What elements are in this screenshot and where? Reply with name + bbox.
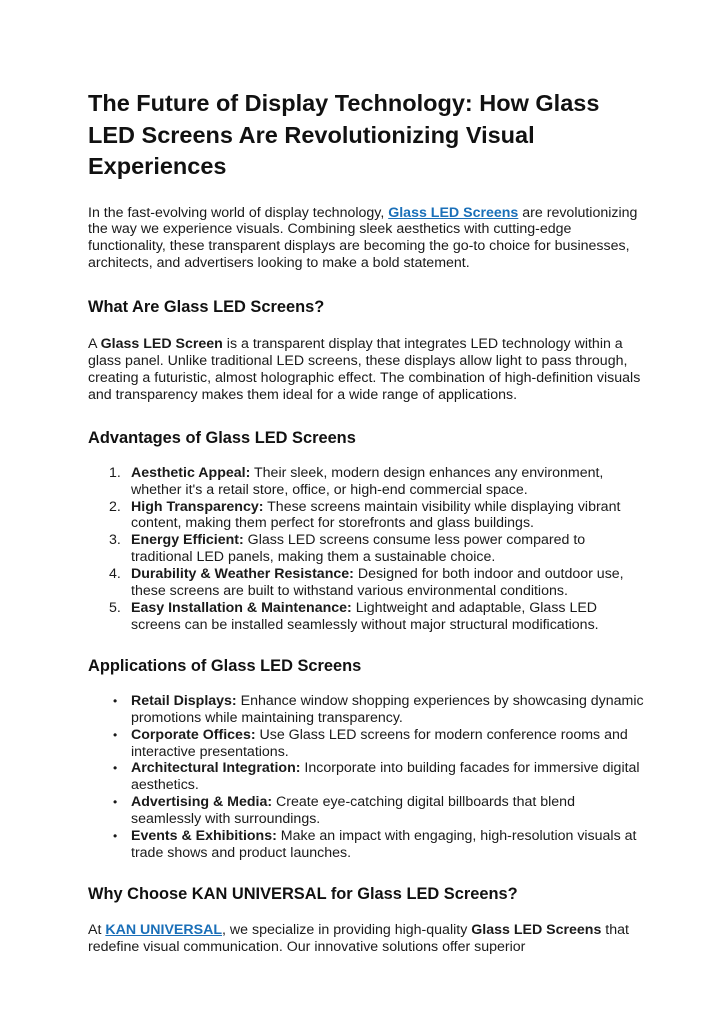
page-title: The Future of Display Technology: How Glass LED Screens Are Revolutionizing Visual Experiences <box>88 90 600 179</box>
bullet-icon: • <box>113 727 118 742</box>
list-item <box>88 465 648 499</box>
list-item-text: Incorporate into building facades for immersive digital aesthetics. <box>131 760 640 794</box>
bullet-icon: • <box>113 761 118 776</box>
list-item-text: Create eye-catching digital billboards that blend seamlessly with surroundings. <box>131 794 575 828</box>
list-number: 4. <box>109 566 121 583</box>
intro-paragraph <box>88 205 648 273</box>
list-item <box>88 532 648 566</box>
list-item-term: Durability & Weather Resistance: <box>131 566 354 583</box>
section-heading-advantages: Advantages of Glass LED Screens <box>88 428 356 447</box>
intro-text-after: are revolutionizing the way we experience visuals. Combining sleek aesthetics with cutting-edge functionality, these transparent displays are becoming the go-to choice for businesses, architects, and advertisers looking to make a bold statement. <box>88 204 638 272</box>
list-item-text: Designed for both indoor and outdoor use, these screens are built to withstand various environmental conditions. <box>131 566 624 600</box>
list-item-term: Energy Efficient: <box>131 532 244 549</box>
list-item-text: Glass LED screens consume less power compared to traditional LED panels, making them a sustainable choice. <box>131 532 586 566</box>
article <box>88 88 648 956</box>
list-item-text: Use Glass LED screens for modern conference rooms and interactive presentations. <box>131 726 628 760</box>
section-heading-what: What Are Glass LED Screens? <box>88 298 325 317</box>
list-item-term: Events & Exhibitions: <box>131 828 277 845</box>
list-item-text: Enhance window shopping experiences by showcasing dynamic promotions while maintaining transparency. <box>131 692 644 726</box>
list-item <box>88 499 648 533</box>
list-item-term: Advertising & Media: <box>131 794 273 811</box>
list-item <box>88 727 648 761</box>
list-item-text: These screens maintain visibility while displaying vibrant content, making them perfect for storefronts and glass buildings. <box>131 498 621 532</box>
why-paragraph <box>88 922 648 956</box>
list-item <box>88 794 648 828</box>
list-item-text: Lightweight and adaptable, Glass LED screens can be installed seamlessly without major structural modifications. <box>131 600 599 633</box>
list-number: 1. <box>109 464 121 481</box>
section-heading-why: Why Choose KAN UNIVERSAL for Glass LED Screens? <box>88 884 518 903</box>
list-number: 3. <box>109 532 121 549</box>
list-item-text: Their sleek, modern design enhances any environment, whether it's a retail store, office, or high-end commercial space. <box>131 464 604 498</box>
list-item <box>88 600 648 634</box>
why-bold-term: Glass LED Screens <box>471 921 602 938</box>
list-item <box>88 566 648 600</box>
what-bold-term: Glass LED Screen <box>100 336 223 353</box>
list-item-term: Aesthetic Appeal: <box>131 464 251 481</box>
section-heading-applications: Applications of Glass LED Screens <box>88 656 362 675</box>
list-item <box>88 760 648 794</box>
list-item <box>88 693 648 727</box>
what-paragraph <box>88 336 648 404</box>
what-text-after: is a transparent display that integrates LED technology within a glass panel. Unlike traditional LED screens, these displays allow light to pass through, creating a futuristic, almost holographic effect. The combination of high-definition visuals and transparency makes them ideal for a wide range of applications. <box>88 336 641 403</box>
list-number: 5. <box>109 600 121 616</box>
list-item-term: High Transparency: <box>131 498 264 515</box>
intro-text-before: In the fast-evolving world of display technology, <box>88 204 389 221</box>
bullet-icon: • <box>113 795 118 810</box>
why-text-after: that redefine visual communication. Our innovative solutions offer superior <box>88 921 629 955</box>
list-item <box>88 828 648 862</box>
list-item-term: Architectural Integration: <box>131 760 301 777</box>
bullet-icon: • <box>113 693 118 708</box>
kan-universal-link[interactable]: KAN UNIVERSAL <box>105 921 223 938</box>
list-item-term: Corporate Offices: <box>131 726 256 743</box>
glass-led-screens-link[interactable]: Glass LED Screens <box>388 204 519 221</box>
why-text-middle: , we specialize in providing high-quality <box>222 921 472 938</box>
list-item-text: Make an impact with engaging, high-resolution visuals at trade shows and product launches. <box>131 828 637 861</box>
applications-list <box>88 693 648 862</box>
what-text-before: A <box>88 336 101 353</box>
list-number: 2. <box>109 498 121 515</box>
advantages-list <box>88 465 648 634</box>
list-item-term: Easy Installation & Maintenance: <box>131 600 352 616</box>
bullet-icon: • <box>113 829 118 844</box>
list-item-term: Retail Displays: <box>131 692 237 709</box>
why-text-before: At <box>88 921 106 938</box>
